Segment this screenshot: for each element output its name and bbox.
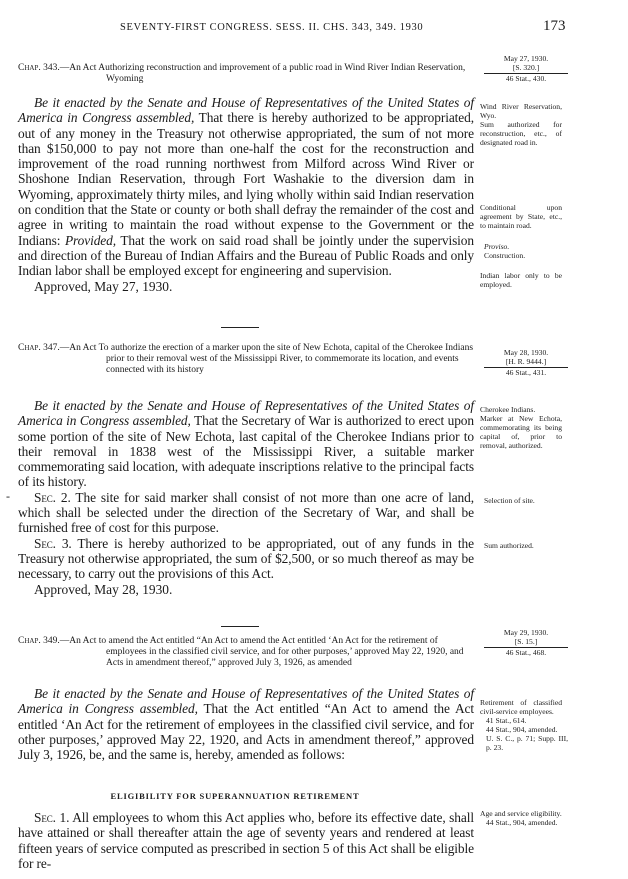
stray-mark: - bbox=[6, 489, 10, 503]
chapter-343-margin-ref bbox=[484, 55, 614, 84]
chapter-347-text bbox=[18, 398, 474, 598]
enacting-clause: Be it enacted by the Senate and House of Representatives of the United States of America in Congress assembled, bbox=[18, 95, 474, 126]
margin-stat: 46 Stat., 430. bbox=[505, 74, 547, 84]
margin-stat: 46 Stat., 431. bbox=[505, 368, 547, 378]
approved-line: Approved, May 28, 1930. bbox=[34, 581, 173, 597]
chapter-title: —An Act Authorizing reconstruction and improvement of a public road in Wind River Indian Reservation, Wyoming bbox=[59, 63, 466, 84]
section-text: That there is hereby authorized to be appropriated, out of any money in the Treasury not otherwise appropriated, the sum of not more than $150,000 to pay not more than one-half the cost for the reconstruction and improvement of the road running northwest from Milford across Wind River or Shoshone Indian Reservation, through Fort Washakie to the diversion dam in Wyoming, approximately thirty miles, and lying wholly within said Indian reservation on condition that the State or county or both shall defray the remainder of the cost and agree in writing to maintain the road without expense to the Government or the Indians: bbox=[18, 110, 474, 248]
chapter-349-text bbox=[18, 686, 474, 762]
margin-note: 44 Stat., 904, amended. bbox=[486, 817, 558, 827]
margin-note: 41 Stat., 614. bbox=[486, 715, 527, 725]
margin-date: May 29, 1930. bbox=[503, 628, 549, 637]
enacting-clause: Be it enacted by the Senate and House of Representatives of the United States of America in Congress assembled, bbox=[18, 686, 474, 717]
approved-line: Approved, May 27, 1930. bbox=[34, 278, 173, 294]
margin-date: May 28, 1930. bbox=[503, 348, 549, 357]
margin-note: Construction. bbox=[484, 250, 526, 260]
section-label: Sec. 2. bbox=[34, 489, 71, 505]
chapter-title: —An Act To authorize the erection of a marker upon the site of New Echota, capital of the Cherokee Indians prior to their removal west of the Mississippi River, to commemorate its location, and events connected with its history bbox=[59, 343, 474, 375]
page-number: 173 bbox=[543, 18, 566, 34]
section-subheading: ELIGIBILITY FOR SUPERANNUATION RETIREMENT bbox=[110, 791, 360, 801]
section-divider bbox=[221, 327, 259, 328]
margin-note: U. S. C., p. 71; Supp. III, p. 23. bbox=[486, 733, 568, 752]
chapter-347-margin-ref bbox=[484, 349, 614, 378]
section-text: There is hereby authorized to be appropriated, out of any funds in the Treasury not otherwise appropriated, the sum of $2,500, or so much thereof as may be necessary, to carry out the provisions of this Act. bbox=[18, 535, 474, 582]
chapter-343-text bbox=[18, 95, 474, 295]
chapter-title: —An Act to amend the Act entitled “An Act to amend the Act entitled ‘An Act for the retirement of employees in the classified civil service, and for other purposes,’ approved May 22, 1920, and Acts in amendment thereof,” approved July 3, 1926, as amended bbox=[59, 636, 464, 668]
margin-note: Sum authorized. bbox=[484, 541, 534, 550]
margin-note: Indian labor only to be employed. bbox=[480, 271, 562, 289]
proviso-text: That the work on said road shall be jointly under the supervision and direction of the Bureau of Indian Affairs and the Bureau of Public Roads and only Indian labor shall be employed except for engineering and supervision. bbox=[18, 232, 474, 279]
margin-note: Conditional upon agreement by State, etc., to maintain road. bbox=[480, 203, 562, 230]
margin-note: Wind River Reservation, Wyo. Sum authorized for reconstruction, etc., of designated road in. bbox=[480, 102, 562, 147]
margin-note: Selection of site. bbox=[484, 496, 535, 505]
margin-note: Sum authorized for reconstruction, etc., of designated road in. bbox=[480, 119, 562, 147]
margin-stat: 46 Stat., 468. bbox=[505, 648, 547, 658]
margin-note: 44 Stat., 904, amended. bbox=[486, 724, 558, 734]
chapter-label: Chap. 347. bbox=[18, 343, 60, 353]
section-label: Sec. 3. bbox=[34, 535, 72, 551]
enacting-clause: Be it enacted by the Senate and House of Representatives of the United States of America in Congress assembled, bbox=[18, 398, 474, 429]
chapter-label: Chap. 349. bbox=[18, 636, 60, 646]
margin-date: May 27, 1930. bbox=[503, 54, 549, 63]
running-head-text: SEVENTY-FIRST CONGRESS. SESS. II. CHS. 343, 349. 1930 bbox=[120, 22, 424, 33]
margin-note: Marker at New Echota, commemorating its being capital of, prior to removal, authorized. bbox=[480, 413, 562, 450]
chapter-343-heading bbox=[18, 63, 474, 85]
margin-note: Cherokee Indians. Marker at New Echota, commemorating its being capital of, prior to removal, authorized. bbox=[480, 405, 562, 450]
margin-note: Retirement of classified civil-service employees. 41 Stat., 614. 44 Stat., 904, amended. U. S. C., p. 71; Supp. III, p. 23. bbox=[480, 698, 568, 752]
chapter-label: Chap. 343. bbox=[18, 63, 60, 73]
chapter-347-heading bbox=[18, 343, 474, 376]
section-divider bbox=[221, 626, 259, 627]
margin-bill: [H. R. 9444.] bbox=[505, 356, 547, 366]
section-text: That the Act entitled “An Act to amend the Act entitled ‘An Act for the retirement of employees in the classified civil service, and for other purposes,’ approved May 22, 1920, and Acts in amendment thereof,” approved July 3, 1926, be, and the same is, hereby, amended as follows: bbox=[18, 701, 474, 763]
proviso-word: Provided, bbox=[64, 232, 116, 248]
chapter-349-heading bbox=[18, 636, 474, 669]
section-label: Sec. 1. bbox=[34, 810, 70, 825]
margin-bill: [S. 320.] bbox=[512, 62, 540, 72]
chapter-349-sec1 bbox=[18, 810, 474, 871]
section-text: That the Secretary of War is authorized to erect upon some portion of the site of New Echota, last capital of the Cherokee Indians prior to their removal in 1838 west of the Mississippi River, a suitable marker commemorating said location, with adequate inscriptions relative to the principal facts of its history. bbox=[18, 413, 474, 490]
margin-note: Age and service eligibility. 44 Stat., 904, amended. bbox=[480, 810, 610, 828]
running-head bbox=[0, 18, 628, 40]
margin-note: Proviso. Construction. bbox=[484, 243, 614, 261]
section-text: The site for said marker shall consist of not more than one acre of land, which shall be selected under the direction of the Secretary of War, and shall be furnished free of cost for this purpose. bbox=[18, 489, 474, 536]
chapter-349-margin-ref bbox=[484, 629, 614, 658]
margin-bill: [S. 15.] bbox=[514, 636, 538, 646]
section-text: All employees to whom this Act applies who, before its effective date, shall have attained or shall thereafter attain the age of seventy years and rendered at least fifteen years of service computed as prescribed in section 5 of this Act shall be eligible for re- bbox=[18, 810, 474, 871]
